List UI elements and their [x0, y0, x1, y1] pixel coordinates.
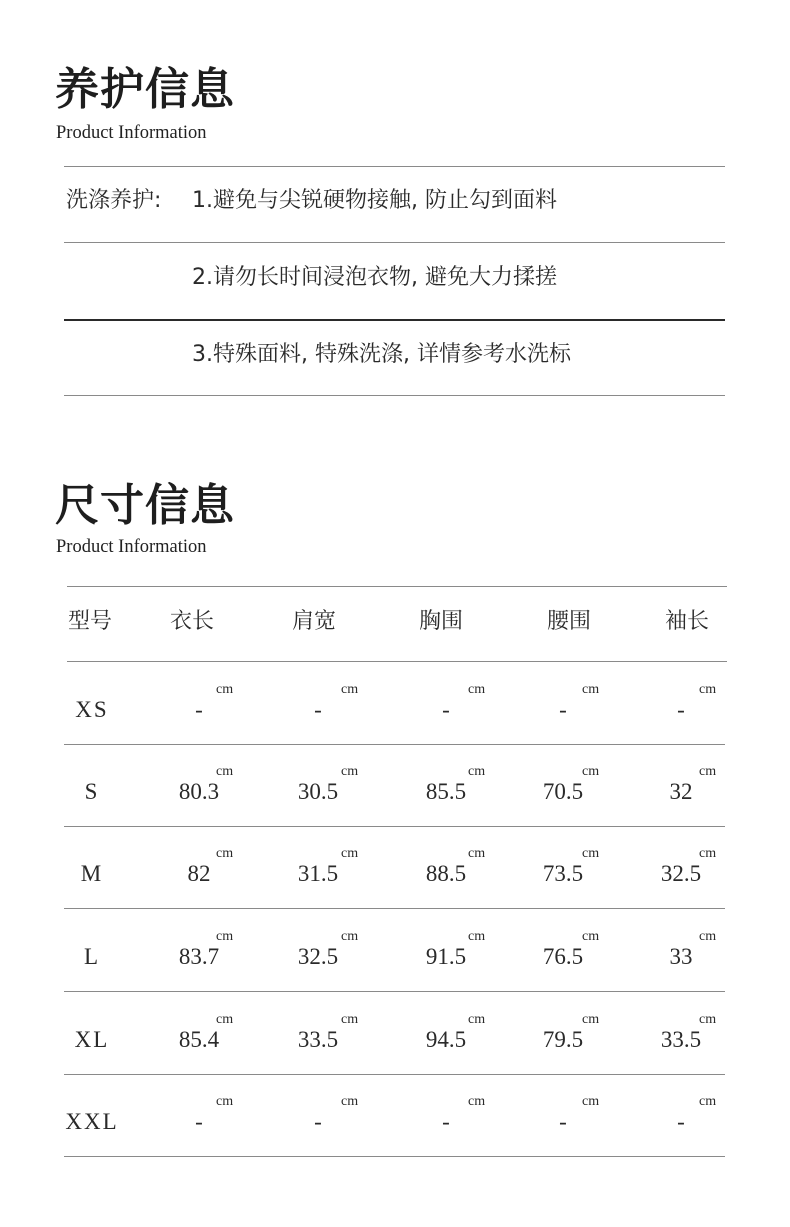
cell-unit: cm: [699, 764, 717, 779]
cell-unit: cm: [216, 1094, 234, 1109]
cell-unit: cm: [699, 929, 717, 944]
cell-value: 82: [187, 861, 211, 886]
table-divider: [64, 1156, 725, 1157]
care-divider-top: [64, 166, 725, 167]
header-sleeve: 袖长: [665, 609, 710, 634]
table-divider: [64, 991, 725, 992]
cell-value: -: [195, 1109, 203, 1134]
cell-value: 91.5: [425, 944, 467, 969]
care-title: 养护信息: [55, 64, 235, 115]
care-divider-bottom: [64, 395, 725, 396]
cell-unit: cm: [582, 929, 600, 944]
header-chest: 胸围: [419, 609, 464, 634]
cell-value: 31.5: [297, 861, 339, 886]
cell-unit: cm: [341, 682, 359, 697]
cell-unit: cm: [468, 764, 486, 779]
cell-unit: cm: [699, 846, 717, 861]
cell-value: -: [442, 697, 450, 722]
cell-unit: cm: [582, 682, 600, 697]
size-label: S: [84, 779, 100, 804]
cell-unit: cm: [468, 929, 486, 944]
table-divider: [64, 1074, 725, 1075]
cell-unit: cm: [582, 764, 600, 779]
table-divider: [64, 826, 725, 827]
cell-value: 32.5: [660, 861, 702, 886]
cell-unit: cm: [468, 1094, 486, 1109]
cell-value: 83.7: [178, 944, 220, 969]
cell-value: 33.5: [660, 1027, 702, 1052]
table-divider: [64, 744, 725, 745]
cell-value: -: [559, 697, 567, 722]
table-divider: [64, 908, 725, 909]
care-label: 洗涤养护:: [66, 188, 162, 213]
cell-value: -: [442, 1109, 450, 1134]
cell-unit: cm: [699, 1094, 717, 1109]
cell-unit: cm: [216, 1012, 234, 1027]
cell-unit: cm: [341, 1094, 359, 1109]
cell-unit: cm: [341, 846, 359, 861]
cell-value: -: [314, 697, 322, 722]
cell-unit: cm: [216, 929, 234, 944]
cell-value: 94.5: [425, 1027, 467, 1052]
cell-unit: cm: [468, 682, 486, 697]
cell-unit: cm: [582, 1094, 600, 1109]
header-shoulder: 肩宽: [292, 609, 337, 634]
cell-value: -: [195, 697, 203, 722]
care-item-2: 2.请勿长时间浸泡衣物, 避免大力揉搓: [192, 265, 557, 290]
cell-unit: cm: [699, 682, 717, 697]
cell-value: 33.5: [297, 1027, 339, 1052]
header-waist: 腰围: [547, 609, 592, 634]
cell-value: -: [314, 1109, 322, 1134]
size-label: XS: [75, 697, 109, 722]
cell-unit: cm: [699, 1012, 717, 1027]
cell-value: 30.5: [297, 779, 339, 804]
cell-value: 70.5: [542, 779, 584, 804]
cell-unit: cm: [582, 1012, 600, 1027]
header-size: 型号: [68, 609, 113, 634]
care-divider-2: [64, 319, 725, 321]
cell-value: 33: [669, 944, 693, 969]
cell-unit: cm: [341, 929, 359, 944]
care-subtitle: Product Information: [56, 123, 207, 143]
care-divider-1: [64, 242, 725, 243]
cell-value: -: [677, 697, 685, 722]
cell-value: 88.5: [425, 861, 467, 886]
cell-value: 85.4: [178, 1027, 220, 1052]
cell-unit: cm: [582, 846, 600, 861]
cell-value: -: [677, 1109, 685, 1134]
cell-value: 76.5: [542, 944, 584, 969]
cell-unit: cm: [341, 764, 359, 779]
header-length: 衣长: [170, 609, 215, 634]
size-label: XL: [74, 1027, 110, 1052]
table-divider-header: [67, 661, 727, 662]
cell-unit: cm: [216, 682, 234, 697]
size-subtitle: Product Information: [56, 537, 207, 557]
cell-value: 73.5: [542, 861, 584, 886]
cell-unit: cm: [468, 846, 486, 861]
cell-unit: cm: [216, 764, 234, 779]
size-label: M: [80, 861, 104, 886]
cell-value: 79.5: [542, 1027, 584, 1052]
size-title: 尺寸信息: [55, 480, 235, 531]
table-divider-top: [67, 586, 727, 587]
cell-unit: cm: [216, 846, 234, 861]
cell-value: 32.5: [297, 944, 339, 969]
cell-value: 85.5: [425, 779, 467, 804]
cell-unit: cm: [468, 1012, 486, 1027]
cell-value: -: [559, 1109, 567, 1134]
size-label: L: [83, 944, 101, 969]
cell-value: 32: [669, 779, 693, 804]
cell-unit: cm: [341, 1012, 359, 1027]
care-item-3: 3.特殊面料, 特殊洗涤, 详情参考水洗标: [192, 342, 571, 367]
care-item-1: 1.避免与尖锐硬物接触, 防止勾到面料: [192, 188, 557, 213]
cell-value: 80.3: [178, 779, 220, 804]
size-label: XXL: [65, 1109, 119, 1134]
